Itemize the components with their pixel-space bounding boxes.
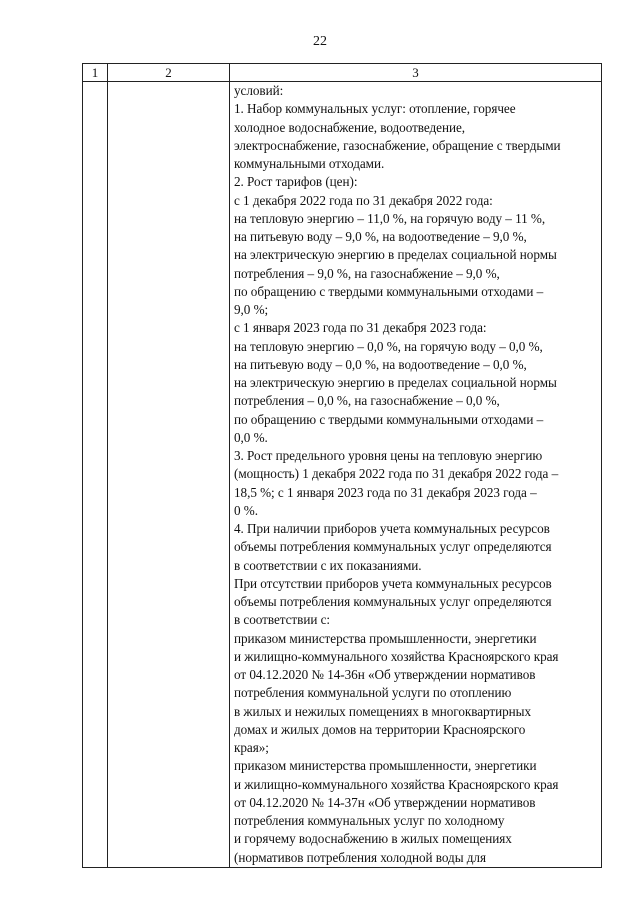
text-line: потребления коммунальных услуг по холодному bbox=[234, 813, 505, 828]
text-line: на питьевую воду – 0,0 %, на водоотведение – 0,0 %, bbox=[234, 356, 527, 372]
text-line: объемы потребления коммунальных услуг определяются bbox=[234, 539, 552, 555]
text-line: края»; bbox=[234, 740, 269, 755]
text-line: приказом министерства промышленности, энергетики bbox=[234, 630, 537, 646]
text-line: 0 %. bbox=[234, 502, 258, 518]
text-line: на электрическую энергию в пределах социальной нормы bbox=[234, 375, 557, 390]
text-line: на электрическую энергию в пределах социальной нормы bbox=[234, 247, 557, 263]
text-line: от 04.12.2020 № 14-36н «Об утверждении нормативов bbox=[234, 667, 536, 682]
text-line: по обращению с твердыми коммунальными отходами – bbox=[234, 283, 544, 299]
text-line: холодное водоснабжение, водоотведение, bbox=[234, 119, 466, 135]
column-number-1: 1 bbox=[83, 64, 108, 82]
text-line: 1. Набор коммунальных услуг: отопление, горячее bbox=[234, 101, 516, 117]
text-line: (мощность) 1 декабря 2022 года по 31 декабря 2022 года – bbox=[234, 466, 559, 482]
text-line: в жилых и нежилых помещениях в многоквартирных bbox=[234, 703, 532, 719]
text-line: на питьевую воду – 9,0 %, на водоотведение – 9,0 %, bbox=[234, 229, 527, 244]
text-line: и жилищно-коммунального хозяйства Красноярского края bbox=[234, 648, 559, 664]
text-line: по обращению с твердыми коммунальными отходами – bbox=[234, 411, 544, 427]
text-line: потребления коммунальной услуги по отоплению bbox=[234, 685, 512, 701]
text-line: и жилищно-коммунального хозяйства Красноярского края bbox=[234, 776, 559, 792]
text-line: с 1 января 2023 года по 31 декабря 2023 года: bbox=[234, 320, 487, 336]
text-line: на тепловую энергию – 11,0 %, на горячую воду – 11 %, bbox=[234, 210, 546, 226]
document-table bbox=[82, 63, 602, 868]
cell-col3-content bbox=[230, 82, 602, 868]
text-line: потребления – 9,0 %, на газоснабжение – 9,0 %, bbox=[234, 265, 500, 281]
column-number-2: 2 bbox=[108, 64, 230, 82]
text-line: При отсутствии приборов учета коммунальных ресурсов bbox=[234, 575, 552, 591]
text-line: (нормативов потребления холодной воды для bbox=[234, 849, 486, 865]
text-line: на тепловую энергию – 0,0 %, на горячую воду – 0,0 %, bbox=[234, 338, 543, 354]
cell-col2 bbox=[108, 82, 230, 868]
text-line: с 1 декабря 2022 года по 31 декабря 2022 года: bbox=[234, 192, 493, 208]
text-line: 0,0 %. bbox=[234, 429, 268, 445]
text-line: условий: bbox=[234, 83, 284, 98]
text-line: 9,0 %; bbox=[234, 302, 269, 317]
text-line: в соответствии с: bbox=[234, 612, 331, 628]
text-line: в соответствии с их показаниями. bbox=[234, 557, 422, 573]
text-line: электроснабжение, газоснабжение, обращение с твердыми bbox=[234, 137, 561, 153]
text-line: объемы потребления коммунальных услуг определяются bbox=[234, 594, 552, 609]
column-number-3: 3 bbox=[230, 64, 602, 82]
text-line: домах и жилых домов на территории Красноярского bbox=[234, 721, 526, 737]
text-line: 18,5 %; с 1 января 2023 года по 31 декабря 2023 года – bbox=[234, 484, 537, 500]
text-block bbox=[234, 82, 601, 867]
text-line: и горячему водоснабжению в жилых помещениях bbox=[234, 831, 512, 847]
text-line: приказом министерства промышленности, энергетики bbox=[234, 758, 537, 774]
text-line: потребления – 0,0 %, на газоснабжение – 0,0 %, bbox=[234, 393, 500, 409]
text-line: 4. При наличии приборов учета коммунальных ресурсов bbox=[234, 521, 550, 536]
text-line: 3. Рост предельного уровня цены на тепловую энергию bbox=[234, 448, 543, 463]
text-line: коммунальными отходами. bbox=[234, 156, 385, 171]
page-number: 22 bbox=[313, 34, 327, 49]
text-line: 2. Рост тарифов (цен): bbox=[234, 174, 358, 190]
table-header-row bbox=[83, 64, 602, 82]
text-line: от 04.12.2020 № 14-37н «Об утверждении нормативов bbox=[234, 794, 536, 810]
table-row bbox=[83, 82, 602, 868]
cell-col1 bbox=[83, 82, 108, 868]
